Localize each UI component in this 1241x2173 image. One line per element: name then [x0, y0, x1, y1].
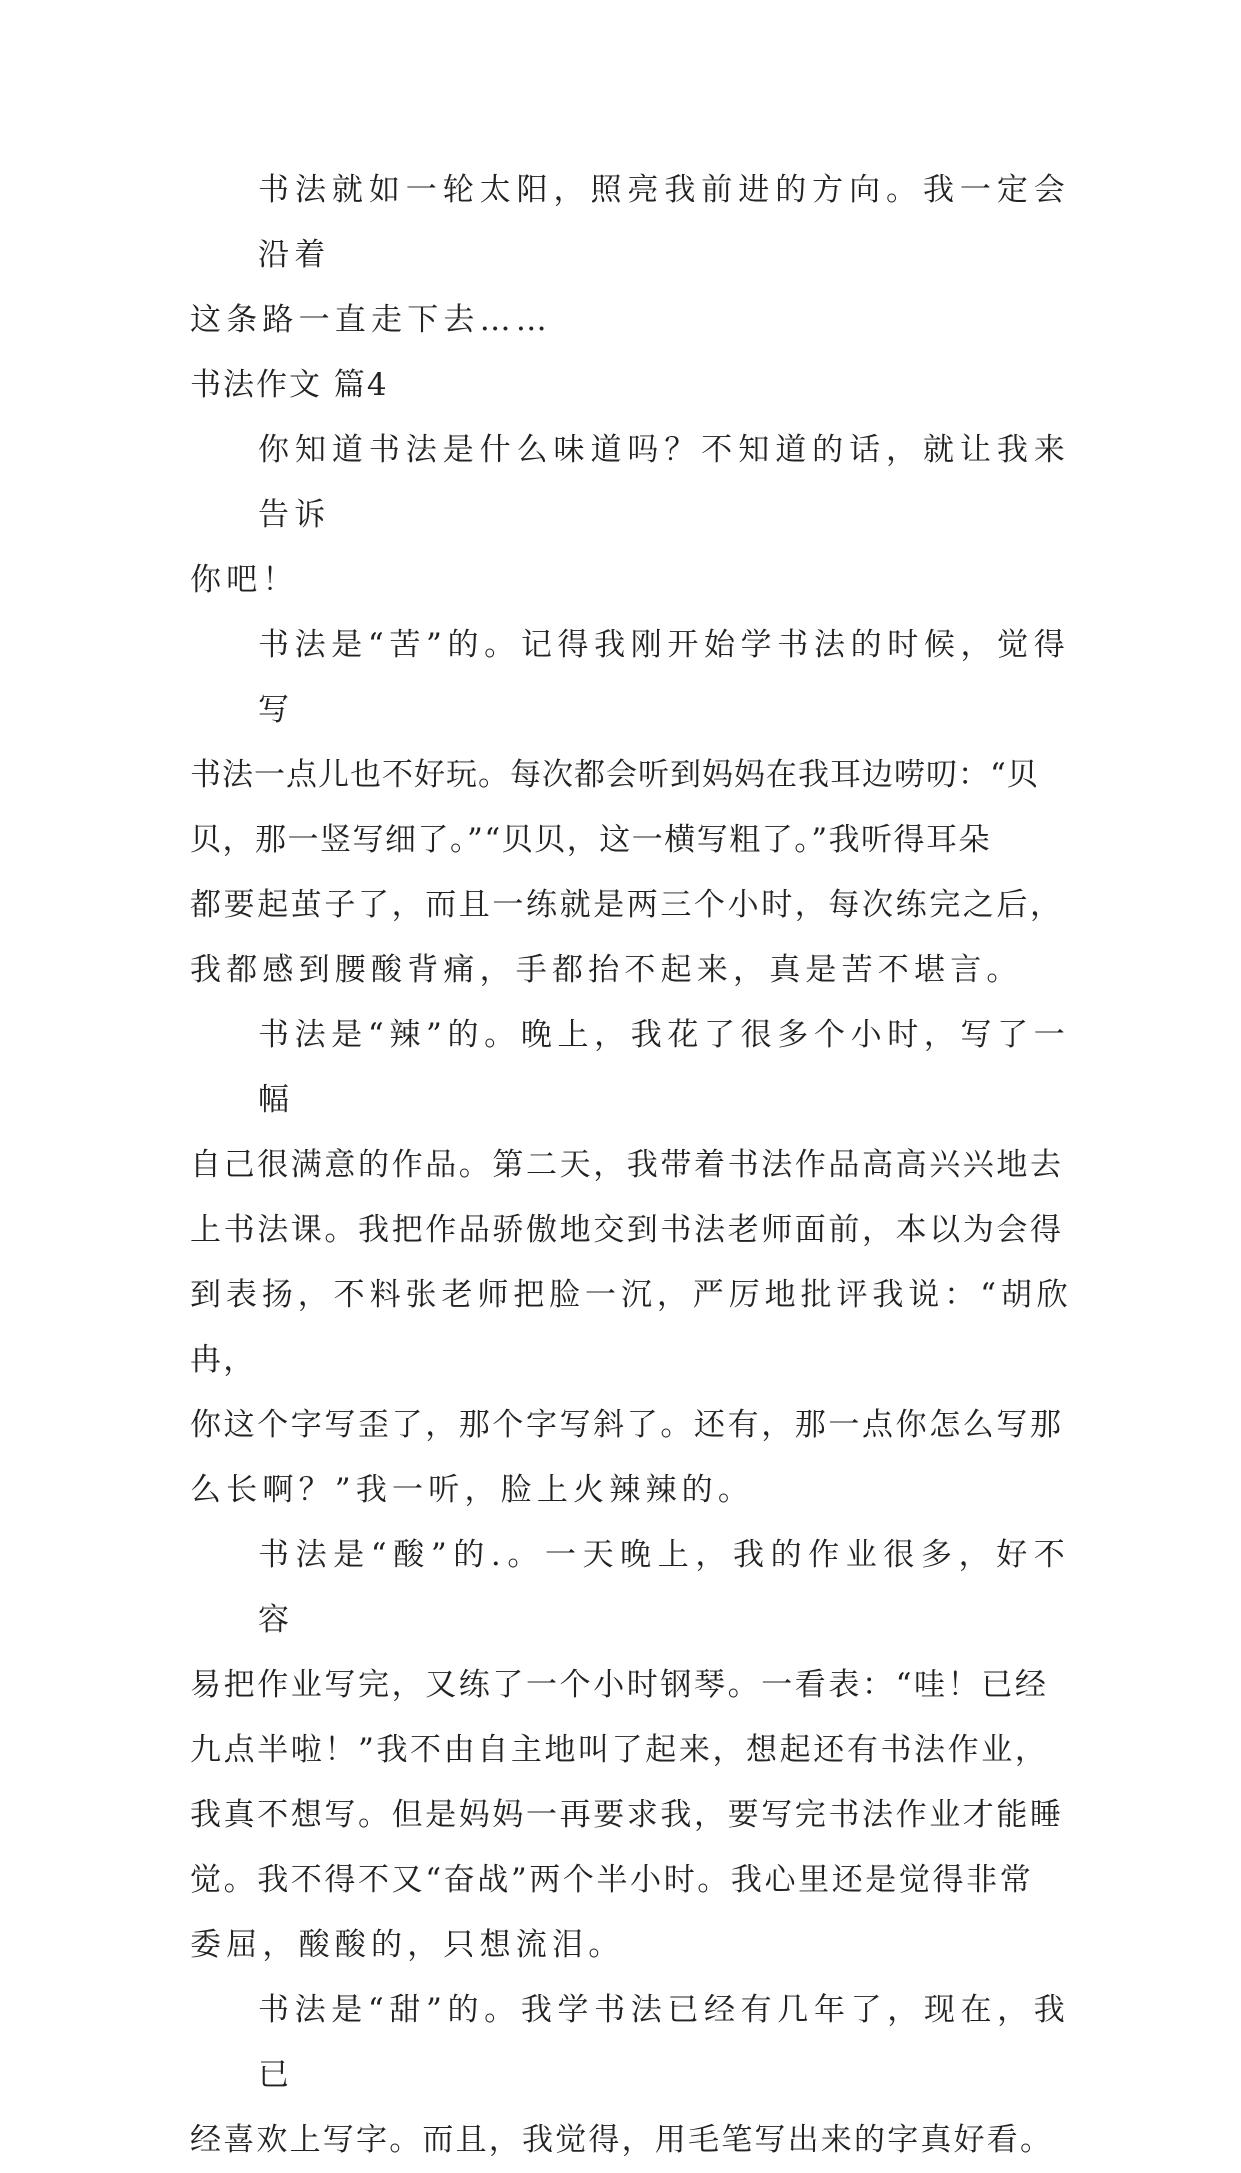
text-line: 书法是“苦”的。记得我刚开始学书法的时候，觉得写: [258, 627, 1070, 728]
text-line: 你知道书法是什么味道吗？不知道的话，就让我来告诉: [258, 432, 1070, 533]
text-line: 书法是“酸”的.。一天晚上，我的作业很多，好不容: [258, 1537, 1070, 1638]
text-line: 都要起茧子了，而且一练就是两三个小时，每次练完之后，: [190, 887, 1064, 923]
paragraph-bitter: [190, 613, 1070, 1003]
paragraph-sweet: [190, 1978, 1070, 2173]
text-line: 上书法课。我把作品骄傲地交到书法老师面前，本以为会得: [190, 1212, 1064, 1248]
text-line: 自己很满意的作品。第二天，我带着书法作品高高兴兴地去: [190, 1147, 1064, 1183]
text-line: 书法就如一轮太阳，照亮我前进的方向。我一定会沿着: [258, 172, 1070, 273]
paragraph-spicy: [190, 1003, 1070, 1523]
text-line: 到表扬，不料张老师把脸一沉，严厉地批评我说：“胡欣冉，: [190, 1277, 1070, 1378]
text-line: 你这个字写歪了，那个字写斜了。还有，那一点你怎么写那: [190, 1407, 1064, 1443]
paragraph-sun-conclusion: [190, 158, 1070, 353]
text-line: 书法一点儿也不好玩。每次都会听到妈妈在我耳边唠叨：“贝: [190, 757, 1039, 793]
text-line: 经喜欢上写字。而且，我觉得，用毛笔写出来的字真好看。: [190, 2122, 1054, 2158]
text-line: 这条路一直走下去……: [190, 302, 552, 338]
text-line: 书法是“甜”的。我学书法已经有几年了，现在，我已: [258, 1992, 1070, 2093]
text-line: 么长啊？”我一听，脸上火辣辣的。: [190, 1472, 755, 1508]
paragraph-sour: [190, 1523, 1070, 1978]
text-line: 委屈，酸酸的，只想流泪。: [190, 1927, 625, 1963]
text-line: 你吧！: [190, 562, 299, 598]
document-page: [190, 158, 1070, 2173]
text-line: 我都感到腰酸背痛，手都抬不起来，真是苦不堪言。: [190, 952, 1023, 988]
paragraph-intro: [190, 418, 1070, 613]
text-line: 易把作业写完，又练了一个小时钢琴。一看表：“哇！已经: [190, 1667, 1049, 1703]
text-line: 觉。我不得不又“奋战”两个半小时。我心里还是觉得非常: [190, 1862, 1034, 1898]
text-line: 我真不想写。但是妈妈一再要求我，要写完书法作业才能睡: [190, 1797, 1064, 1833]
text-line: 书法是“辣”的。晚上，我花了很多个小时，写了一幅: [258, 1017, 1070, 1118]
text-line: 贝，那一竖写细了。”“贝贝，这一横写粗了。”我听得耳朵: [190, 822, 992, 858]
section-heading: 书法作文 篇4: [190, 367, 389, 403]
text-line: 九点半啦！”我不由自主地叫了起来，想起还有书法作业，: [190, 1732, 1049, 1768]
